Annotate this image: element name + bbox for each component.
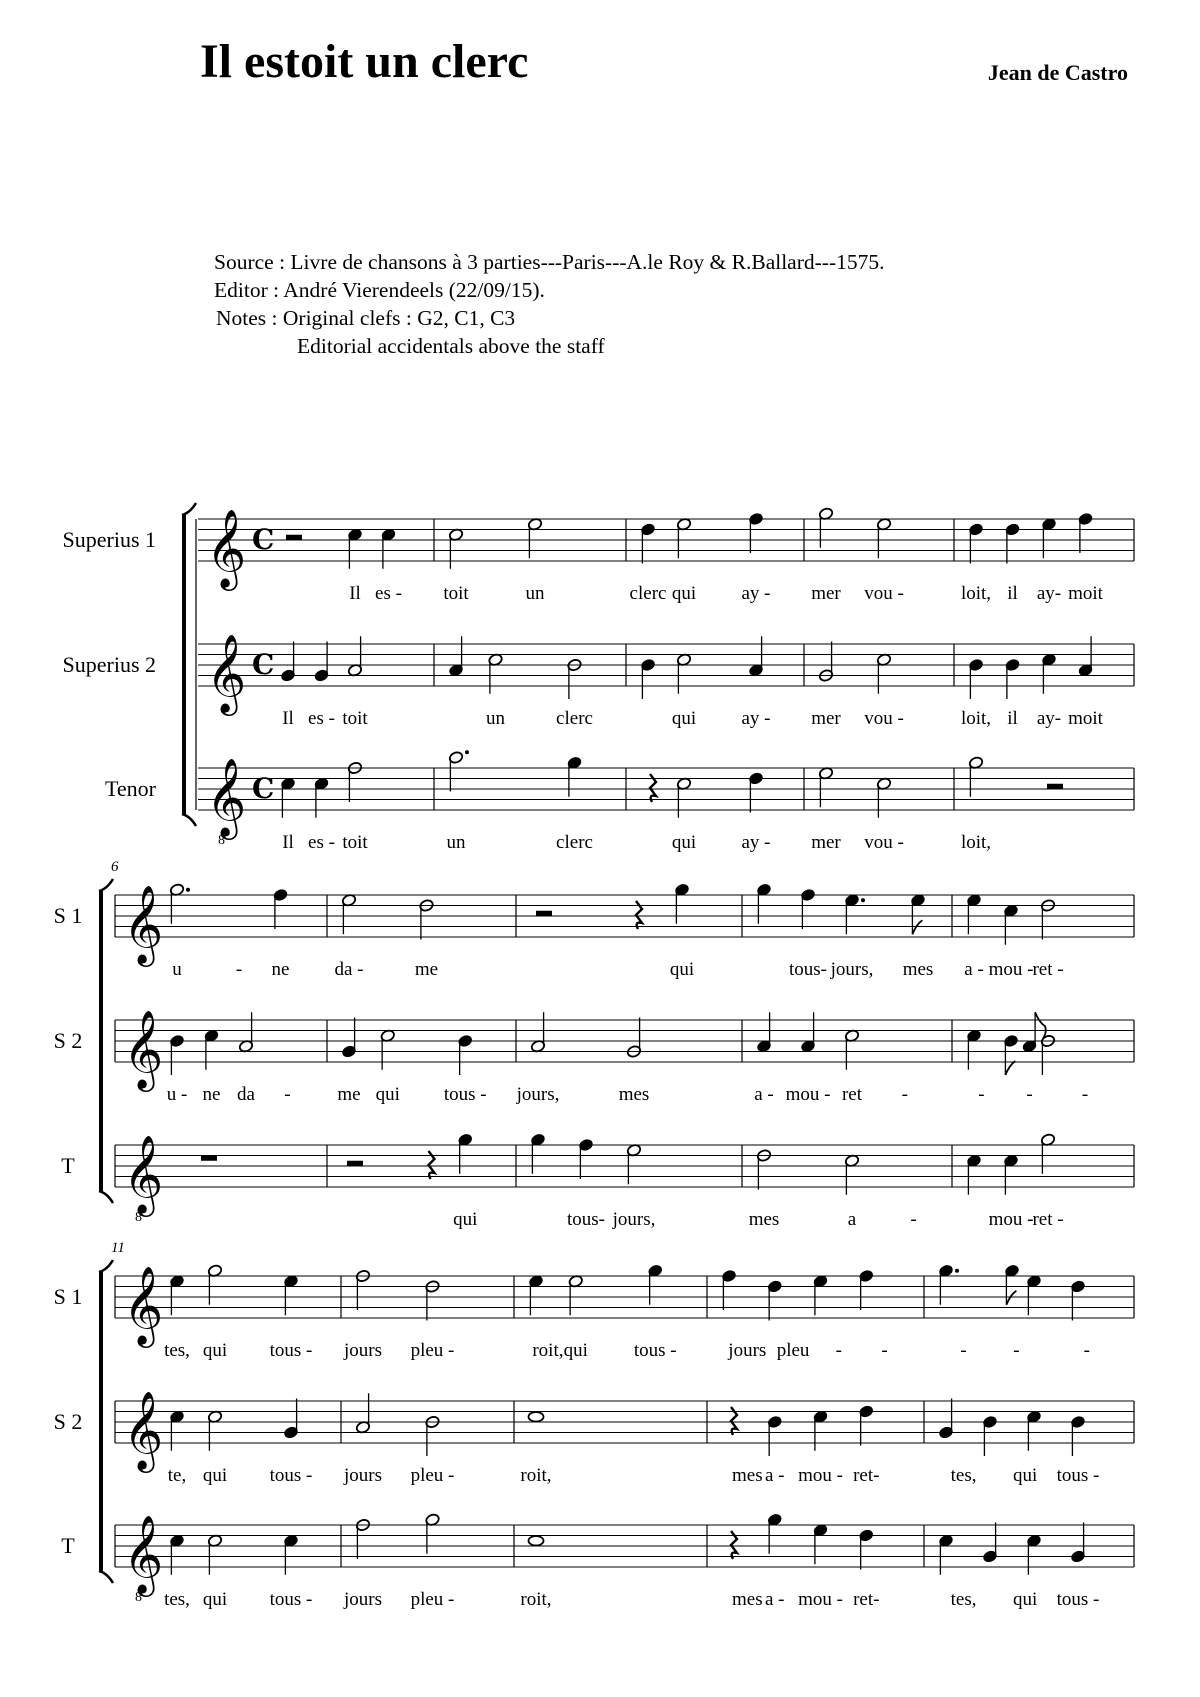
lyric-syllable: - <box>881 1340 888 1361</box>
lyric-syllable: un <box>486 708 505 729</box>
dot <box>465 750 469 754</box>
lyric-syllable: - <box>284 1084 291 1105</box>
treble-clef-icon: 𝄞 <box>123 1266 164 1345</box>
staff-1 <box>54 883 1134 980</box>
lyric-syllable: roit, <box>520 1589 552 1610</box>
lyric-syllable: jours <box>344 1465 382 1486</box>
lyric-syllable: toit <box>443 583 469 604</box>
lyric-syllable: moit <box>1068 708 1103 729</box>
lyric-syllable: qui <box>202 1465 228 1486</box>
lyric-syllable: - <box>910 1209 917 1230</box>
time-signature: C <box>252 772 275 805</box>
notehead <box>529 1536 544 1546</box>
lyric-syllable: il <box>1007 583 1018 604</box>
lyric-syllable: Il <box>282 708 294 729</box>
lyric-syllable: me <box>337 1084 361 1105</box>
dot <box>186 888 190 892</box>
measure-number: 6 <box>111 859 119 875</box>
lyric-syllable: a - <box>764 1589 785 1610</box>
octave-mark: 8 <box>135 1590 142 1605</box>
lyric-syllable: mou - <box>798 1465 843 1486</box>
dot <box>861 898 865 902</box>
lyric-syllable: moit <box>1068 583 1103 604</box>
lyric-syllable: jours, <box>516 1084 560 1105</box>
half-rest <box>1047 784 1063 789</box>
lyric-syllable: qui <box>671 708 697 729</box>
accidentals-note: Editorial accidentals above the staff <box>297 334 605 358</box>
lyric-syllable: jours <box>728 1340 767 1361</box>
lyric-syllable: qui <box>671 832 697 853</box>
part-name: Superius 1 <box>62 527 156 552</box>
lyric-syllable: ay- <box>1036 583 1062 604</box>
lyric-syllable: da <box>237 1084 255 1105</box>
lyric-syllable: me <box>414 959 439 980</box>
lyric-syllable: - <box>978 1084 985 1105</box>
lyric-syllable: mer <box>811 708 841 729</box>
lyric-syllable: clerc <box>556 832 593 853</box>
part-name: Tenor <box>105 776 156 801</box>
lyric-syllable: ay - <box>741 583 771 604</box>
bracket-bottom-hook <box>182 814 196 826</box>
lyric-syllable: qui <box>202 1340 228 1361</box>
flag <box>1006 1291 1016 1305</box>
lyric-syllable: - <box>1013 1340 1020 1361</box>
lyric-syllable: tous - <box>1056 1465 1100 1486</box>
lyric-syllable: Il <box>349 583 361 604</box>
time-signature: C <box>252 648 275 681</box>
lyric-syllable: tous- <box>567 1209 605 1230</box>
lyric-syllable: - <box>1026 1084 1033 1105</box>
lyric-syllable: vou - <box>864 832 904 853</box>
lyric-syllable: u - <box>166 1084 188 1105</box>
bracket-bottom-hook <box>99 1571 113 1583</box>
lyric-syllable: toit <box>342 708 368 729</box>
treble-clef-icon: 𝄞 <box>206 634 247 713</box>
lyric-syllable: - <box>235 959 243 980</box>
lyric-syllable: vou - <box>864 583 904 604</box>
lyric-syllable: un <box>446 832 466 853</box>
bracket-top-hook <box>182 503 196 515</box>
lyric-syllable: ret - <box>1032 1209 1064 1230</box>
lyric-syllable: mou - <box>785 1084 831 1105</box>
lyric-syllable: u <box>172 959 182 980</box>
staff-2 <box>54 1391 1134 1486</box>
source-note: Source : Livre de chansons à 3 parties---Paris---A.le Roy & R.Ballard---1575. <box>214 250 885 274</box>
lyric-syllable: - <box>1083 1340 1090 1361</box>
lyric-syllable: qui <box>669 959 695 980</box>
lyric-syllable: roit, <box>532 1340 564 1361</box>
lyric-syllable: vou - <box>864 708 904 729</box>
system-3 <box>54 1240 1134 1610</box>
part-name: S 1 <box>53 1284 83 1309</box>
lyric-syllable: jours <box>344 1340 382 1361</box>
half-rest <box>286 535 302 540</box>
lyric-syllable: mes <box>731 1465 763 1486</box>
lyric-syllable: - <box>901 1084 908 1105</box>
lyric-syllable: loit, <box>960 583 992 604</box>
lyric-syllable: Il <box>282 832 294 853</box>
lyric-syllable: ret - <box>1032 959 1064 980</box>
lyric-syllable: qui <box>563 1340 588 1361</box>
lyric-syllable: jours <box>344 1589 382 1610</box>
staff-1 <box>54 1264 1134 1361</box>
part-name: S 2 <box>53 1028 83 1053</box>
lyric-syllable: jours, <box>830 959 874 980</box>
staff-1 <box>63 507 1135 604</box>
lyric-syllable: es - <box>308 832 335 853</box>
composer-name: Jean de Castro <box>987 60 1128 85</box>
lyric-syllable: tous - <box>443 1084 487 1105</box>
lyric-syllable: il <box>1007 708 1018 729</box>
lyric-syllable: a - <box>764 1465 785 1486</box>
editor-note: Editor : André Vierendeels (22/09/15). <box>214 278 545 302</box>
lyric-syllable: ret <box>841 1084 863 1105</box>
lyric-syllable: da - <box>334 959 364 980</box>
lyric-syllable: - <box>960 1340 967 1361</box>
lyric-syllable: tous - <box>1056 1589 1100 1610</box>
lyric-syllable: tous - <box>269 1465 313 1486</box>
lyric-syllable: loit, <box>960 708 992 729</box>
lyric-syllable: un <box>525 583 545 604</box>
lyric-syllable: tous- <box>789 959 827 980</box>
lyric-syllable: - <box>1081 1084 1089 1105</box>
lyric-syllable: mou - <box>988 959 1034 980</box>
lyric-syllable: tous - <box>269 1340 313 1361</box>
half-rest <box>347 1161 363 1166</box>
treble-clef-icon: 𝄞 <box>123 1515 164 1594</box>
lyric-syllable: qui <box>375 1084 400 1105</box>
lyric-syllable: loit, <box>960 832 992 853</box>
lyric-syllable: qui <box>671 583 697 604</box>
part-name: S 1 <box>53 903 83 928</box>
whole-rest <box>201 1156 217 1161</box>
lyric-syllable: tes, <box>164 1589 190 1610</box>
lyric-syllable: tous - <box>269 1589 313 1610</box>
flag <box>1005 1061 1015 1075</box>
lyric-syllable: - <box>835 1340 842 1361</box>
lyric-syllable: a <box>847 1209 857 1230</box>
flag <box>1035 1012 1046 1038</box>
flag <box>912 920 922 934</box>
lyric-syllable: mes <box>618 1084 650 1105</box>
lyric-syllable: jours, <box>612 1209 656 1230</box>
lyric-syllable: ret- <box>853 1589 880 1610</box>
lyric-syllable: ay - <box>741 832 771 853</box>
lyric-syllable: qui <box>202 1589 228 1610</box>
treble-clef-icon: 𝄞 <box>123 1391 164 1470</box>
dot <box>955 1269 959 1273</box>
lyric-syllable: mes <box>731 1589 763 1610</box>
lyric-syllable: tes, <box>950 1589 977 1610</box>
system-2 <box>54 859 1134 1230</box>
lyric-syllable: mer <box>811 832 841 853</box>
bracket-top-hook <box>99 1260 113 1272</box>
lyric-syllable: mou - <box>988 1209 1034 1230</box>
lyric-syllable: clerc <box>629 583 667 604</box>
lyric-syllable: qui <box>1013 1589 1038 1610</box>
part-name: Superius 2 <box>62 652 156 677</box>
staff-3 <box>61 1133 1134 1230</box>
system-1 <box>63 503 1135 853</box>
lyric-syllable: pleu <box>776 1340 810 1361</box>
lyric-syllable: mou - <box>798 1589 843 1610</box>
lyric-syllable: es - <box>375 583 402 604</box>
part-name: T <box>61 1153 75 1178</box>
lyric-syllable: pleu - <box>410 1589 455 1610</box>
lyric-syllable: es - <box>308 708 335 729</box>
treble-clef-icon: 𝄞 <box>123 1010 164 1089</box>
lyric-syllable: pleu - <box>410 1465 455 1486</box>
lyric-syllable: mes <box>902 959 934 980</box>
lyric-syllable: ne <box>202 1084 221 1105</box>
notehead <box>529 1412 544 1422</box>
clefs-note: Notes : Original clefs : G2, C1, C3 <box>216 306 516 330</box>
lyric-syllable: a - <box>754 1084 774 1105</box>
lyric-syllable: mes <box>748 1209 780 1230</box>
lyric-syllable: pleu - <box>410 1340 455 1361</box>
lyric-syllable: tous - <box>633 1340 677 1361</box>
staff-2 <box>63 634 1135 729</box>
part-name: T <box>61 1533 75 1558</box>
part-name: S 2 <box>53 1409 83 1434</box>
lyric-syllable: clerc <box>556 708 593 729</box>
treble-clef-icon: 𝄞 <box>123 885 164 964</box>
lyric-syllable: ay- <box>1036 708 1062 729</box>
time-signature: C <box>252 523 275 556</box>
octave-mark: 8 <box>218 833 225 848</box>
staff-3 <box>61 1513 1134 1610</box>
staff-2 <box>54 1010 1134 1105</box>
half-rest <box>536 911 552 916</box>
staff-3 <box>105 750 1134 853</box>
lyric-syllable: te, <box>167 1465 187 1486</box>
lyric-syllable: toit <box>342 832 368 853</box>
page-title: Il estoit un clerc <box>200 35 529 88</box>
lyric-syllable: qui <box>453 1209 478 1230</box>
bracket-top-hook <box>99 879 113 891</box>
lyric-syllable: mer <box>811 583 841 604</box>
lyric-syllable: a - <box>964 959 984 980</box>
lyric-syllable: ay - <box>741 708 771 729</box>
lyric-syllable: roit, <box>520 1465 552 1486</box>
measure-number: 11 <box>111 1240 125 1256</box>
lyric-syllable: ne <box>271 959 290 980</box>
lyric-syllable: ret- <box>853 1465 880 1486</box>
lyric-syllable: tes, <box>164 1340 190 1361</box>
lyric-syllable: qui <box>1013 1465 1038 1486</box>
octave-mark: 8 <box>135 1210 142 1225</box>
treble-clef-icon: 𝄞 <box>206 509 247 588</box>
treble-clef-icon: 𝄞 <box>206 758 247 837</box>
lyric-syllable: tes, <box>950 1465 977 1486</box>
treble-clef-icon: 𝄞 <box>123 1135 164 1214</box>
bracket-bottom-hook <box>99 1191 113 1203</box>
